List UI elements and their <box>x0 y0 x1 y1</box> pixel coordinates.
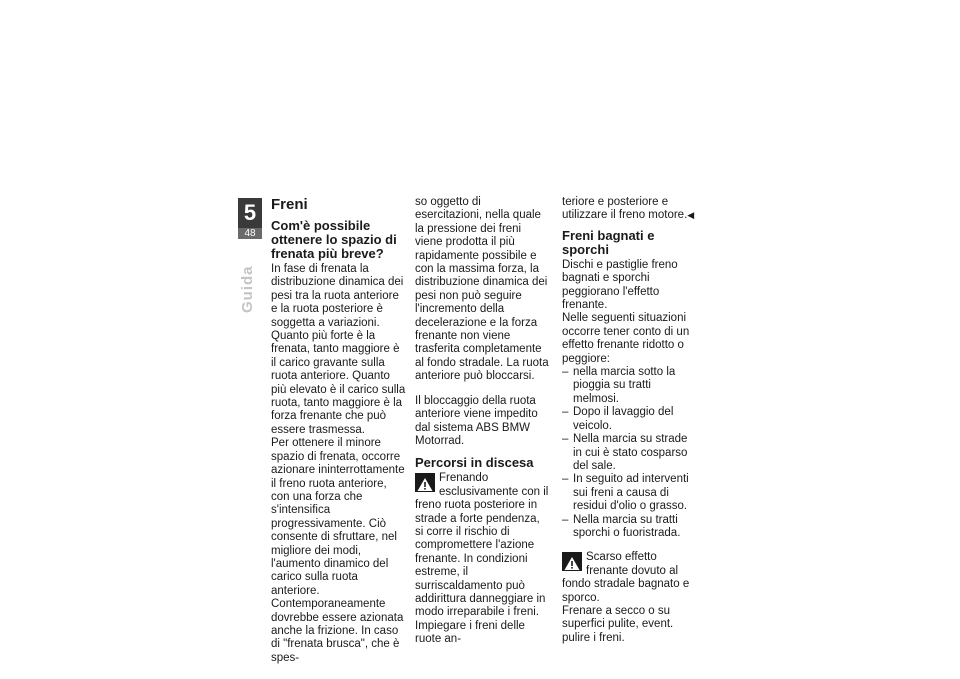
paragraph: Dischi e pastiglie freno bagnati e sporchi peggiorano l'effetto frenante. <box>562 258 678 312</box>
list-item: – Nella marcia su tratti sporchi o fuoristrada. <box>562 514 696 541</box>
warning-triangle-icon <box>562 552 582 571</box>
heading-braking-distance: Com'è possibile ottenere lo spazio di frenata più breve? <box>271 218 397 261</box>
warning-block <box>562 551 696 605</box>
page-title: Freni <box>271 196 308 213</box>
warning-triangle-icon <box>415 473 435 492</box>
column-3 <box>562 196 696 645</box>
list-item: – Nella marcia su strade in cui è stato cosparso del sale. <box>562 433 696 473</box>
paragraph: Impiegare i freni delle ruote an- <box>415 619 525 646</box>
warning-text: Scarso effetto frenante dovuto al fondo stradale bagnato e sporco. <box>562 551 690 604</box>
heading-wet-brakes: Freni bagnati e sporchi <box>562 227 655 257</box>
list-item: – In seguito ad interventi sui freni a causa di residui d'olio o grasso. <box>562 473 696 513</box>
paragraph: so oggetto di esercitazioni, nella quale la pressione dei freni viene prodotta il più rapidamente possibile e con la massima forza, la distribuzione dinamica dei pesi non può seguire l'incremento della decelerazione e la forza frenante non viene trasferita completamente al fondo stradale. La ruota anteriore può bloccarsi. <box>415 196 549 383</box>
paragraph: Nelle seguenti situazioni occorre tener conto di un effetto frenante ridotto o peggiore: <box>562 312 690 365</box>
list-item: – Dopo il lavaggio del veicolo. <box>562 406 696 433</box>
paragraph: teriore e posteriore e utilizzare il freno motore.◀ <box>562 196 695 222</box>
paragraph: Per ottenere il minore spazio di frenata, occorre azionare ininterrottamente il freno ruota anteriore, con una forza che s'intensifica progressivamente. Ciò consente di sfruttare, nel migliore dei modi, l'aumento dinamico del carico sulla ruota anteriore. Contemporaneamente dovrebbe essere azionata anche la frizione. In caso di "frenata brusca", che è spes- <box>271 437 405 664</box>
end-marker: ◀ <box>687 210 695 221</box>
warning-block <box>415 472 549 619</box>
paragraph: Il bloccaggio della ruota anteriore viene impedito dal sistema ABS BMW Motorrad. <box>415 394 538 447</box>
list-item: – nella marcia sotto la pioggia su tratti melmosi. <box>562 366 696 406</box>
page-number: 48 <box>238 228 262 239</box>
column-2 <box>415 196 549 647</box>
section-label: Guida <box>239 265 256 313</box>
column-1 <box>271 196 406 665</box>
warning-text: Frenando esclusivamente con il freno ruota posteriore in strade a forte pendenza, si corre il rischio di compromettere l'azione frenante. In condizioni estreme, il surriscaldamento può addirittura danneggiare in modo irreparabile i freni. <box>415 472 549 619</box>
paragraph: Frenare a secco o su superfici pulite, event. pulire i freni. <box>562 604 674 644</box>
heading-downhill: Percorsi in discesa <box>415 455 534 471</box>
condition-list <box>562 366 696 540</box>
paragraph: In fase di frenata la distribuzione dinamica dei pesi tra la ruota anteriore e la ruota posteriore è soggetta a variazioni. Quanto più forte è la frenata, tanto maggiore è il carico gravante sulla ruota anteriore. Quanto più elevato è il carico sulla ruota, tanto maggiore è la forza frenante che può essere trasmessa. <box>271 263 406 436</box>
chapter-number: 5 <box>238 198 262 228</box>
